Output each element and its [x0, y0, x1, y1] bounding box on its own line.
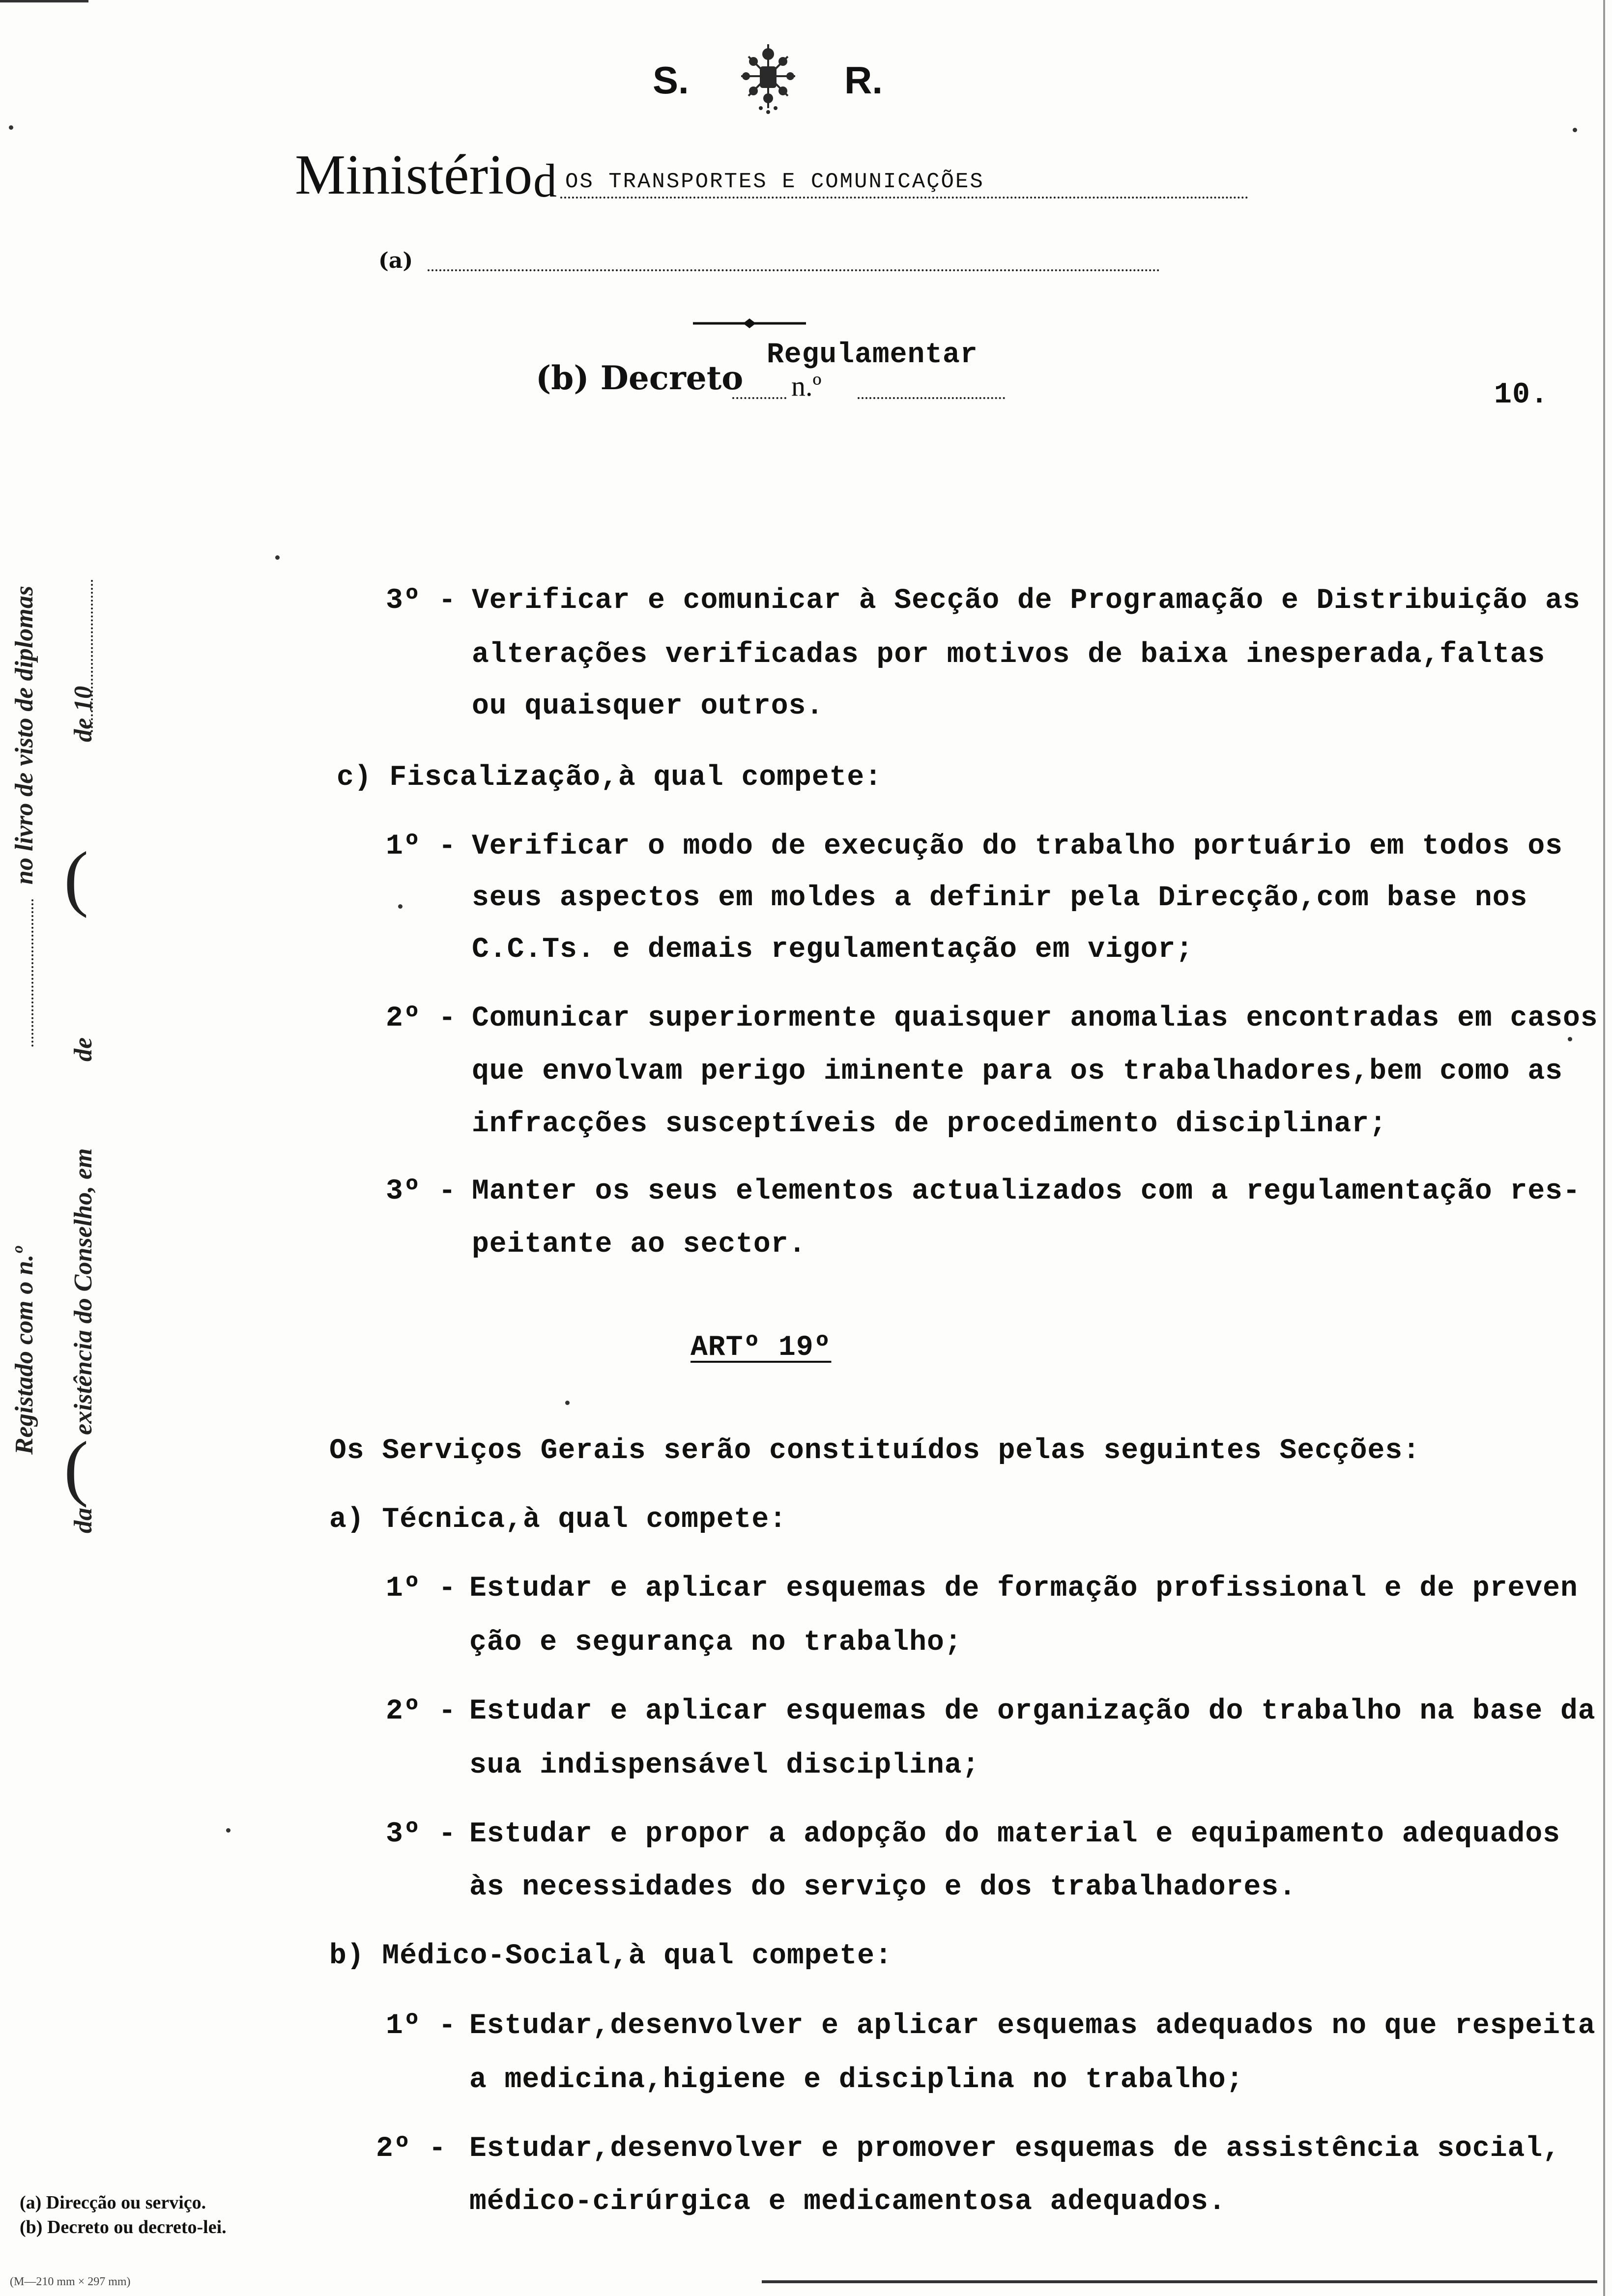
scan-speck	[226, 1828, 230, 1833]
item-c3-number: 3º -	[386, 1176, 457, 1207]
item-c3-line1: Manter os seus elementos actualizados com a regulamentação res-	[472, 1176, 1581, 1207]
decree-type: Regulamentar	[767, 339, 978, 371]
print-format-line: (M—210 mm × 297 mm)	[10, 2275, 131, 2288]
ministry-prefix: d	[533, 154, 557, 207]
item-b3-line3: ou quaisquer outros.	[472, 690, 824, 722]
emblem-left-letter: S.	[653, 58, 689, 102]
ministry-fill-text: OS TRANSPORTES E COMUNICAÇÕES	[565, 170, 984, 194]
item-b3-line1: Verificar e comunicar à Secção de Programação e Distribuição as	[472, 585, 1581, 617]
margin-paren-2: (	[64, 837, 88, 918]
margin-line-2d: de 10	[69, 686, 97, 742]
scan-speck	[275, 555, 280, 560]
section-a-heading: a) Técnica,à qual compete:	[329, 1504, 787, 1536]
item-a2-line2: sua indispensável disciplina;	[469, 1750, 980, 1781]
page-number: 10.	[1494, 378, 1549, 412]
scan-top-mark	[0, 0, 88, 2]
item-b2-line1: Estudar,desenvolver e promover esquemas de assistência social,	[469, 2133, 1560, 2165]
scan-bottom-edge	[762, 2280, 1597, 2283]
decree-dot-line-2	[858, 397, 1005, 399]
item-a2-line1: Estudar e aplicar esquemas de organização do trabalho na base da	[469, 1695, 1596, 1727]
item-b2-number: 2º -	[376, 2133, 447, 2165]
scan-speck	[9, 125, 13, 130]
item-a2-number: 2º -	[386, 1695, 457, 1727]
margin-dotline-2	[91, 580, 93, 732]
item-c1-line1: Verificar o modo de execução do trabalho portuário em todos os	[472, 831, 1563, 862]
divider-ornament	[693, 318, 806, 331]
item-c2-line1: Comunicar superiormente quaisquer anomalias encontradas em casos	[472, 1003, 1598, 1034]
scan-right-edge	[1603, 0, 1605, 2296]
item-a1-line1: Estudar e aplicar esquemas de formação profissional e de preven	[469, 1573, 1578, 1605]
ministry-fill-line	[560, 197, 1248, 199]
scan-speck	[1568, 1037, 1572, 1041]
item-b2-line2: médico-cirúrgica e medicamentosa adequados.	[469, 2186, 1226, 2218]
item-c1-number: 1º -	[386, 831, 457, 862]
item-c2-line3: infracções susceptíveis de procedimento disciplinar;	[472, 1108, 1387, 1140]
margin-line-2a: da	[69, 1508, 97, 1533]
decree-label	[536, 359, 743, 397]
registration-margin	[10, 580, 138, 1543]
article-heading: ARTº 19º	[691, 1332, 832, 1364]
item-a3-line1: Estudar e propor a adopção do material e equipamento adequados	[469, 1818, 1560, 1850]
ministry-heading	[295, 143, 532, 208]
decree-number-label: n.º	[791, 370, 822, 402]
margin-line-1a: Registado com o n.º	[10, 1247, 38, 1455]
item-b1-line2: a medicina,higiene e disciplina no trabalho;	[469, 2064, 1244, 2096]
item-a3-number: 3º -	[386, 1818, 457, 1850]
item-a1-line2: ção e segurança no trabalho;	[469, 1627, 962, 1659]
section-c-heading: c) Fiscalização,à qual compete:	[337, 762, 882, 794]
scan-speck	[398, 904, 403, 909]
item-b1-line1: Estudar,desenvolver e aplicar esquemas adequados no que respeita	[469, 2010, 1596, 2042]
intro-paragraph: Os Serviços Gerais serão constituídos pelas seguintes Secções:	[329, 1435, 1420, 1467]
decree-dot-line-1	[732, 397, 786, 399]
scan-speck	[1573, 128, 1577, 132]
item-a3-line2: às necessidades do serviço e dos trabalhadores.	[469, 1871, 1296, 1903]
margin-line-2c: de	[69, 1037, 97, 1062]
field-a-label: (a)	[378, 248, 413, 273]
field-a-line	[428, 269, 1160, 271]
footnote-b: (b) Decreto ou decreto-lei.	[20, 2217, 227, 2238]
item-c3-line2: peitante ao sector.	[472, 1229, 806, 1261]
item-b3-number: 3º -	[386, 585, 457, 617]
item-b1-number: 1º -	[386, 2010, 457, 2042]
item-b3-line2: alterações verificadas por motivos de baixa inesperada,faltas	[472, 639, 1546, 671]
decree-label-text: (b) Decreto	[536, 359, 744, 397]
item-a1-number: 1º -	[386, 1573, 457, 1605]
item-c2-number: 2º -	[386, 1003, 457, 1034]
section-b-heading: b) Médico-Social,à qual compete:	[329, 1940, 892, 1972]
margin-line-1b: no livro de visto de diplomas	[10, 585, 38, 885]
emblem-right-letter: R.	[844, 58, 883, 102]
margin-line-2b: existência do Conselho, em	[69, 1148, 97, 1435]
item-c1-line3: C.C.Ts. e demais regulamentação em vigor;	[472, 934, 1194, 966]
scan-speck	[565, 1401, 570, 1405]
footnote-a: (a) Direcção ou serviço.	[20, 2192, 206, 2213]
ministry-word: Ministério	[295, 144, 533, 206]
item-c2-line2: que envolvam perigo iminente para os trabalhadores,bem como as	[472, 1056, 1563, 1088]
margin-dotline-1	[31, 899, 33, 1047]
item-c1-line2: seus aspectos em moldes a definir pela Direcção,com base nos	[472, 882, 1528, 914]
margin-paren-1: (	[64, 1427, 88, 1508]
coat-of-arms-icon	[726, 34, 810, 125]
